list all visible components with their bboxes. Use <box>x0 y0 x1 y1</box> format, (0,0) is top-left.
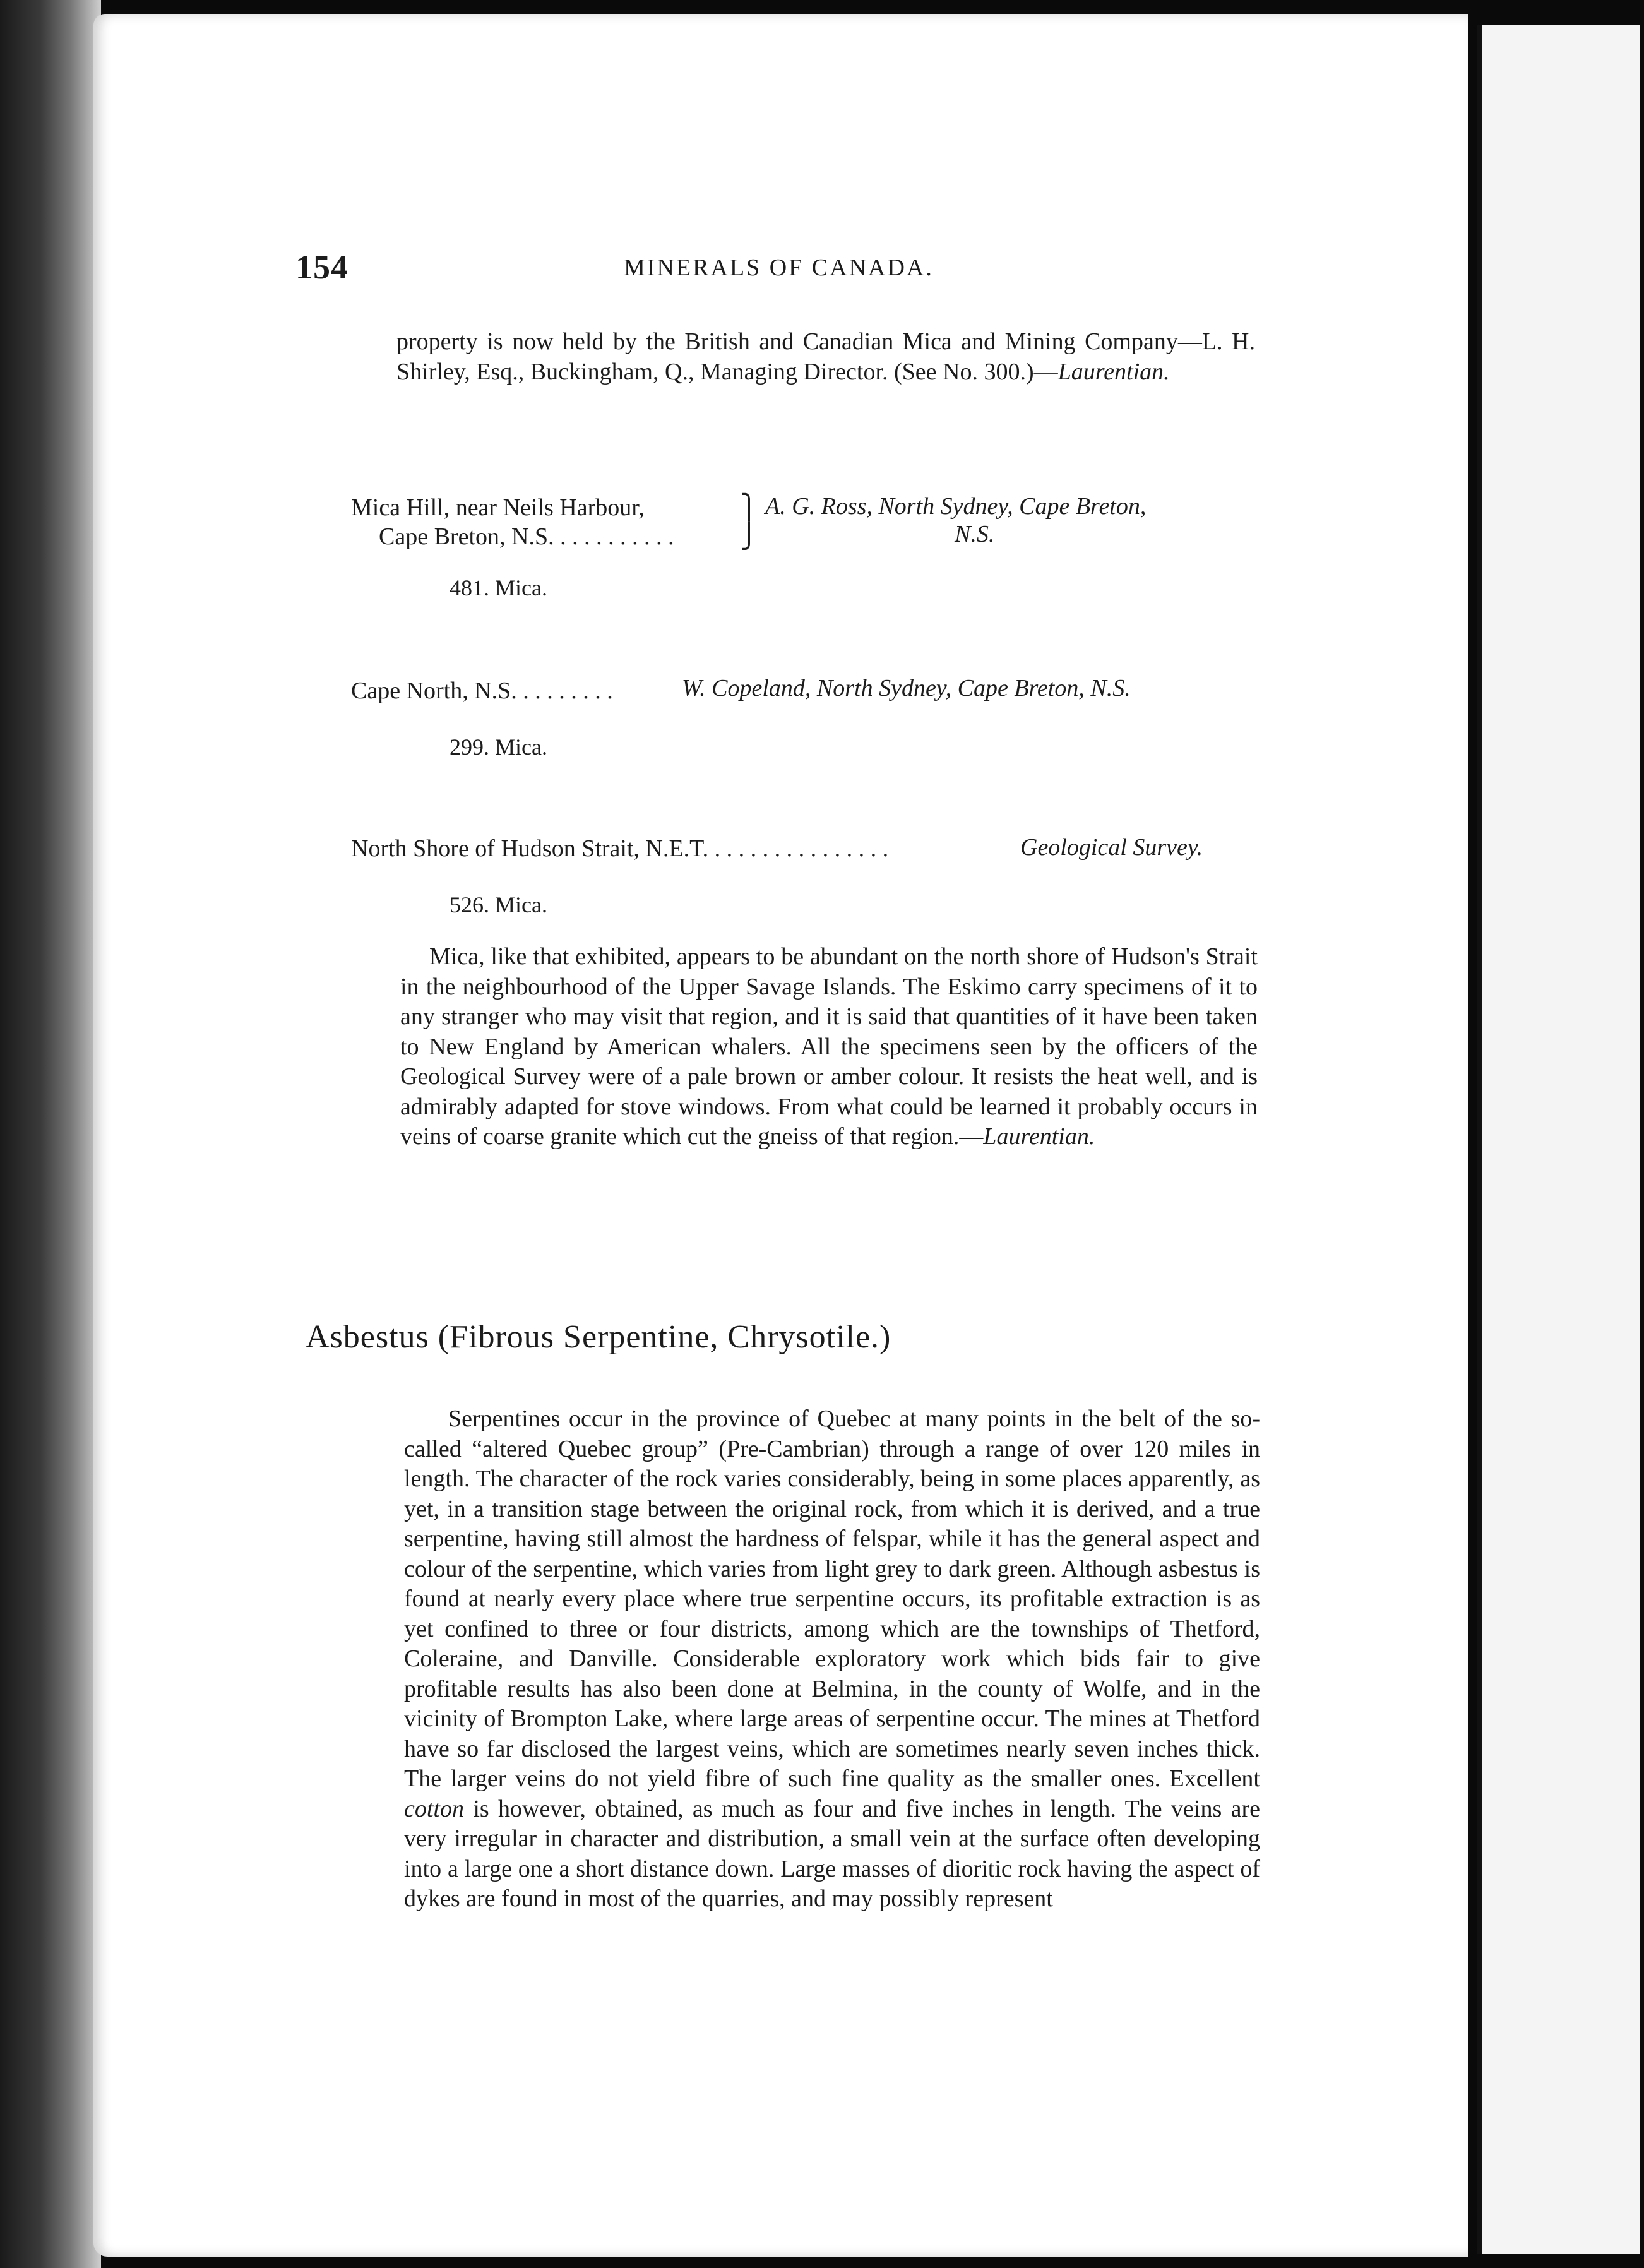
book-spine <box>0 0 101 2268</box>
asbestus-italic-word: cotton <box>404 1795 464 1822</box>
hudson-note-text: Mica, like that exhibited, appears to be abundant on the north shore of Hudson's Strait in the neighbourhood of the Upper Savage Islands. The Eskimo carry specimens of it to any stranger who may visit that region, and it is said that quantities of it have been taken to New England by American whalers. All the specimens seen by the officers of the Geological Survey were of a pale brown or amber colour. It resists the heat well, and is admirably adapted for stove windows. From what could be learned it probably occurs in veins of coarse granite which cut the gneiss of that region.— <box>400 943 1258 1150</box>
hudson-note-paragraph <box>400 942 1258 1152</box>
running-head: MINERALS OF CANADA. <box>624 254 934 281</box>
hudson-note-formation: Laurentian. <box>983 1123 1095 1150</box>
page-header <box>295 248 1271 292</box>
brace-top: ⎫ <box>740 494 758 521</box>
specimen-number: 526. Mica. <box>450 892 547 917</box>
page-number: 154 <box>295 248 348 286</box>
specimen-number: 481. Mica. <box>450 575 547 600</box>
continuation-paragraph <box>396 327 1255 387</box>
entry-locality: Cape North, N.S. . . . . . . . . <box>351 677 613 704</box>
entry-source-cont: N.S. <box>955 521 995 547</box>
entry-source: A. G. Ross, North Sydney, Cape Breton, <box>765 493 1147 520</box>
continuation-formation: Laurentian. <box>1057 358 1170 385</box>
entry-locality: North Shore of Hudson Strait, N.E.T. . . . . . . . . . . . . . . . <box>351 835 889 862</box>
asbestus-text: Serpentines occur in the province of Quebec at many points in the belt of the so-called “altered Quebec group” (Pre-Cambrian) through a range of over 120 miles in length. The character of the rock varies considerably, being in some places apparently, as yet, in a transition stage between the original rock, from which it is derived, and a true serpentine, having still almost the hardness of felspar, while it has the general aspect and colour of the serpentine, which varies from light grey to dark green. Although asbestus is found at nearly every place where true serpentine occurs, its profitable extraction is as yet confined to three or four districts, among which are the townships of Thetford, Coleraine, and Danville. Considerable exploratory work which bids fair to give profitable results has also been done at Belmina, in the county of Wolfe, and in the vicinity of Brompton Lake, where large areas of serpentine occur. The mines at Thetford have so far disclosed the largest veins, which are sometimes nearly seven inches thick. The larger veins do not yield fibre of such fine quality as the smaller ones. Excellent <box>404 1406 1260 1792</box>
entry-source: Geological Survey. <box>1020 834 1203 861</box>
next-page-edge <box>1477 25 1640 2254</box>
asbestus-text-cont: is however, obtained, as much as four and five inches in length. The veins are very irregular in character and distribution, a small vein at the surface often developing into a large one a short distance down. Large masses of dioritic rock having the aspect of dykes are found in most of the quarries, and may possibly represent <box>404 1795 1260 1912</box>
continuation-text: property is now held by the British and Canadian Mica and Mining Company—L. H. Shirley, Esq., Buckingham, Q., Managing Director. (See No. 300.)— <box>396 328 1255 385</box>
section-title: Asbestus (Fibrous Serpentine, Chrysotile.) <box>306 1319 891 1355</box>
entry-source: W. Copeland, North Sydney, Cape Breton, N.S. <box>682 675 1131 701</box>
specimen-number: 299. Mica. <box>450 734 547 760</box>
entry-locality-cont: Cape Breton, N.S. . . . . . . . . . . <box>379 523 674 550</box>
entry-locality: Mica Hill, near Neils Harbour, <box>351 494 645 521</box>
brace-bottom: ⎭ <box>740 523 758 550</box>
asbestus-paragraph <box>404 1404 1260 1914</box>
